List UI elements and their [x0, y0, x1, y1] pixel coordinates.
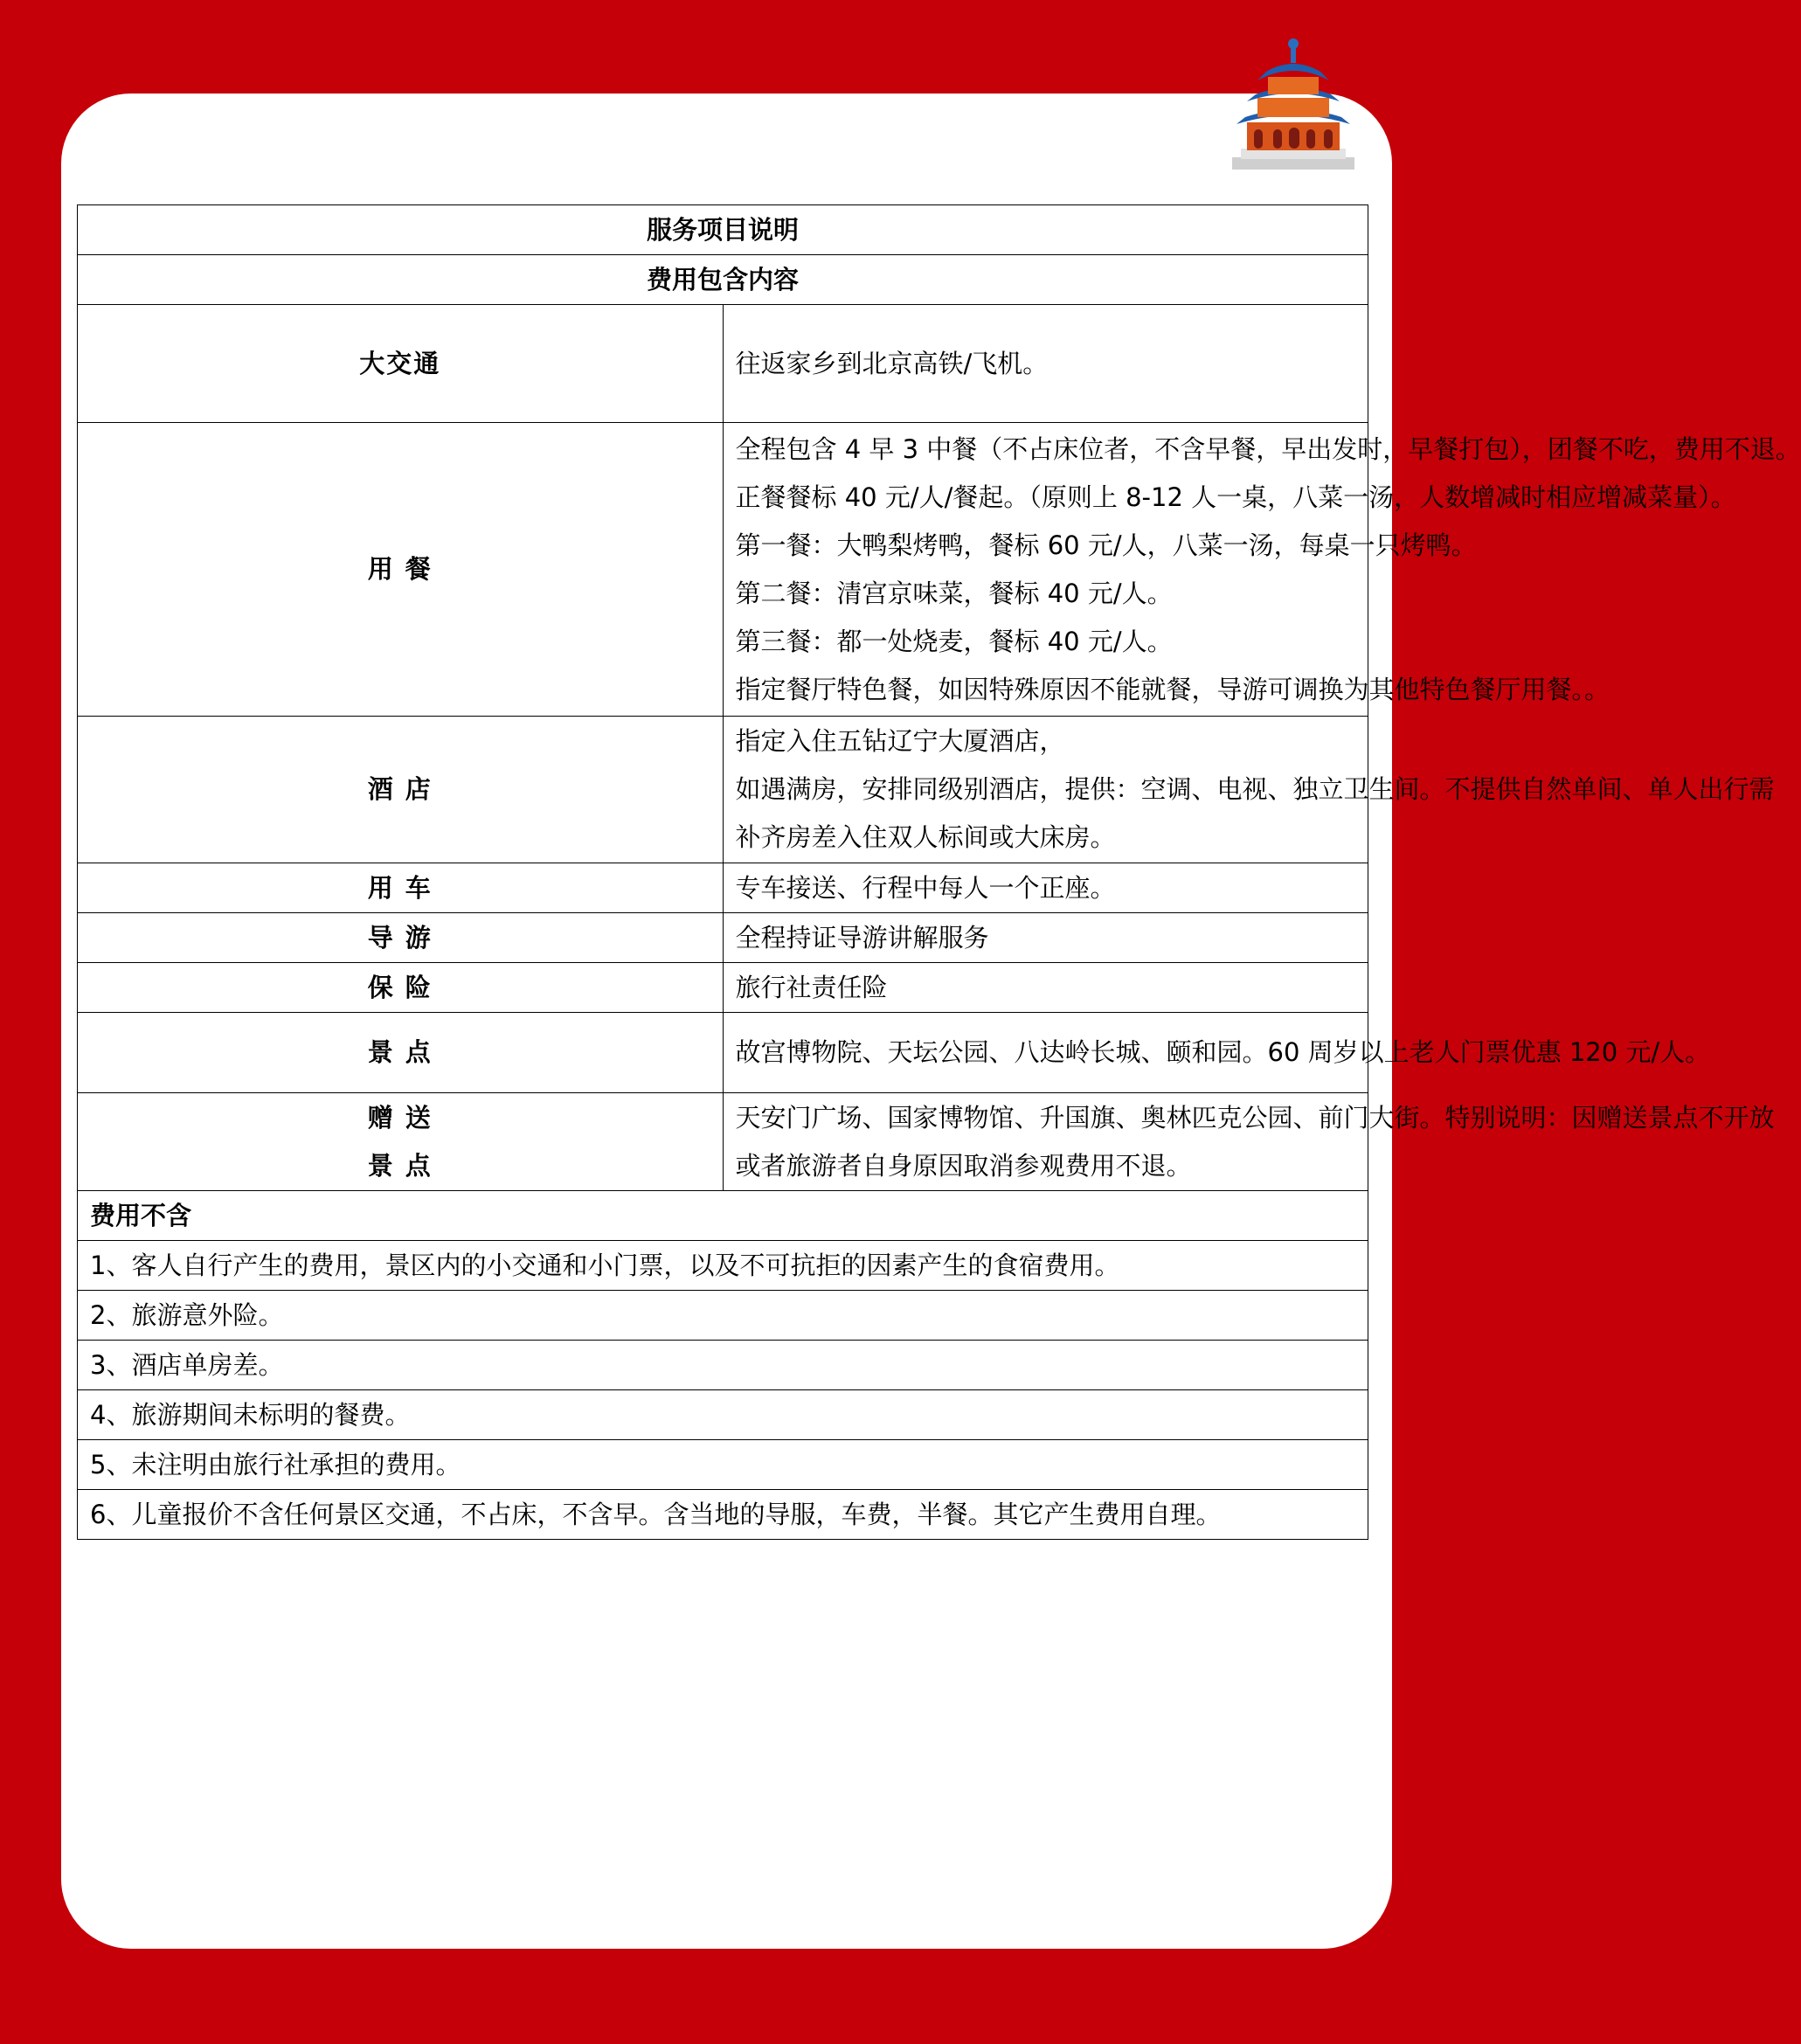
excluded-item: 6、儿童报价不含任何景区交通，不占床，不含早。含当地的导服，车费，半餐。其它产生费用自理。 — [78, 1490, 1368, 1540]
content-line: 指定餐厅特色餐，如因特殊原因不能就餐，导游可调换为其他特色餐厅用餐。。 — [735, 674, 1611, 704]
content-line: 正餐餐标 40 元/人/餐起。（原则上 8-12 人一桌，八菜一汤，人数增减时相应增减菜量）。 — [735, 482, 1736, 512]
row-label-text: 大交通 — [359, 348, 441, 378]
content-line: 如遇满房，安排同级别酒店，提供：空调、电视、独立卫生间。不提供自然单间、单人出行需 — [735, 774, 1775, 804]
included-heading: 费用包含内容 — [78, 255, 1368, 305]
included-row — [78, 1013, 1368, 1093]
included-row — [78, 717, 1368, 863]
content-line: 或者旅游者自身原因取消参观费用不退。 — [735, 1150, 1192, 1181]
excluded-item: 4、旅游期间未标明的餐费。 — [78, 1390, 1368, 1440]
row-label — [78, 913, 724, 963]
excluded-item: 1、客人自行产生的费用，景区内的小交通和小门票，以及不可抗拒的因素产生的食宿费用。 — [78, 1241, 1368, 1291]
excluded-item: 3、酒店单房差。 — [78, 1341, 1368, 1390]
row-label-text: 用 车 — [367, 872, 433, 903]
row-label-text: 用 餐 — [367, 554, 433, 584]
included-row — [78, 863, 1368, 913]
service-table — [77, 204, 1801, 1540]
row-content — [723, 305, 1368, 423]
row-label-text: 景 点 — [367, 1037, 433, 1067]
table-title: 服务项目说明 — [78, 205, 1368, 255]
excluded-heading: 费用不含 — [78, 1191, 1368, 1241]
included-row — [78, 963, 1368, 1013]
row-content — [723, 863, 1368, 913]
row-content — [723, 1093, 1775, 1191]
included-row — [78, 1093, 1368, 1191]
excluded-row — [78, 1490, 1368, 1540]
excluded-item: 2、旅游意外险。 — [78, 1291, 1368, 1341]
content-line: 补齐房差入住双人标间或大床房。 — [735, 822, 1116, 852]
content-line: 往返家乡到北京高铁/飞机。 — [735, 348, 1049, 378]
content-line: 故宫博物院、天坛公园、八达岭长城、颐和园。60 周岁以上老人门票优惠 120 元/人。 — [735, 1037, 1711, 1067]
row-label — [78, 1093, 724, 1191]
content-line: 全程持证导游讲解服务 — [735, 922, 989, 953]
row-content — [723, 717, 1775, 863]
row-label-text: 景 点 — [367, 1150, 433, 1181]
excluded-row — [78, 1440, 1368, 1490]
row-content — [723, 963, 1368, 1013]
excluded-row — [78, 1291, 1368, 1341]
content-line: 第二餐：清宫京味菜，餐标 40 元/人。 — [735, 578, 1173, 608]
content-line: 天安门广场、国家博物馆、升国旗、奥林匹克公园、前门大街。特别说明：因赠送景点不开放 — [735, 1102, 1775, 1133]
excluded-row — [78, 1390, 1368, 1440]
row-label — [78, 1013, 724, 1093]
row-label — [78, 963, 724, 1013]
row-content — [723, 913, 1368, 963]
row-content — [723, 1013, 1711, 1093]
temple-of-heaven-icon — [1228, 35, 1359, 175]
row-label — [78, 717, 724, 863]
row-label-text: 导 游 — [367, 922, 433, 953]
row-label — [78, 863, 724, 913]
row-label-text: 酒 店 — [367, 774, 433, 804]
row-label — [78, 423, 724, 717]
content-line: 第一餐：大鸭梨烤鸭，餐标 60 元/人，八菜一汤，每桌一只烤鸭。 — [735, 530, 1477, 560]
content-line: 旅行社责任险 — [735, 972, 888, 1002]
included-row — [78, 305, 1368, 423]
row-label-text: 赠 送 — [367, 1102, 433, 1133]
content-line: 第三餐：都一处烧麦，餐标 40 元/人。 — [735, 626, 1173, 656]
excluded-row — [78, 1241, 1368, 1291]
content-line: 指定入住五钻辽宁大厦酒店， — [735, 726, 1065, 756]
included-row — [78, 423, 1368, 717]
included-row — [78, 913, 1368, 963]
content-line: 全程包含 4 早 3 中餐（不占床位者，不含早餐，早出发时，早餐打包），团餐不吃，费用不退。 — [735, 433, 1801, 464]
row-label-text: 保 险 — [367, 972, 433, 1002]
content-line: 专车接送、行程中每人一个正座。 — [735, 872, 1116, 903]
excluded-row — [78, 1341, 1368, 1390]
row-label — [78, 305, 724, 423]
row-content — [723, 423, 1801, 717]
excluded-item: 5、未注明由旅行社承担的费用。 — [78, 1440, 1368, 1490]
